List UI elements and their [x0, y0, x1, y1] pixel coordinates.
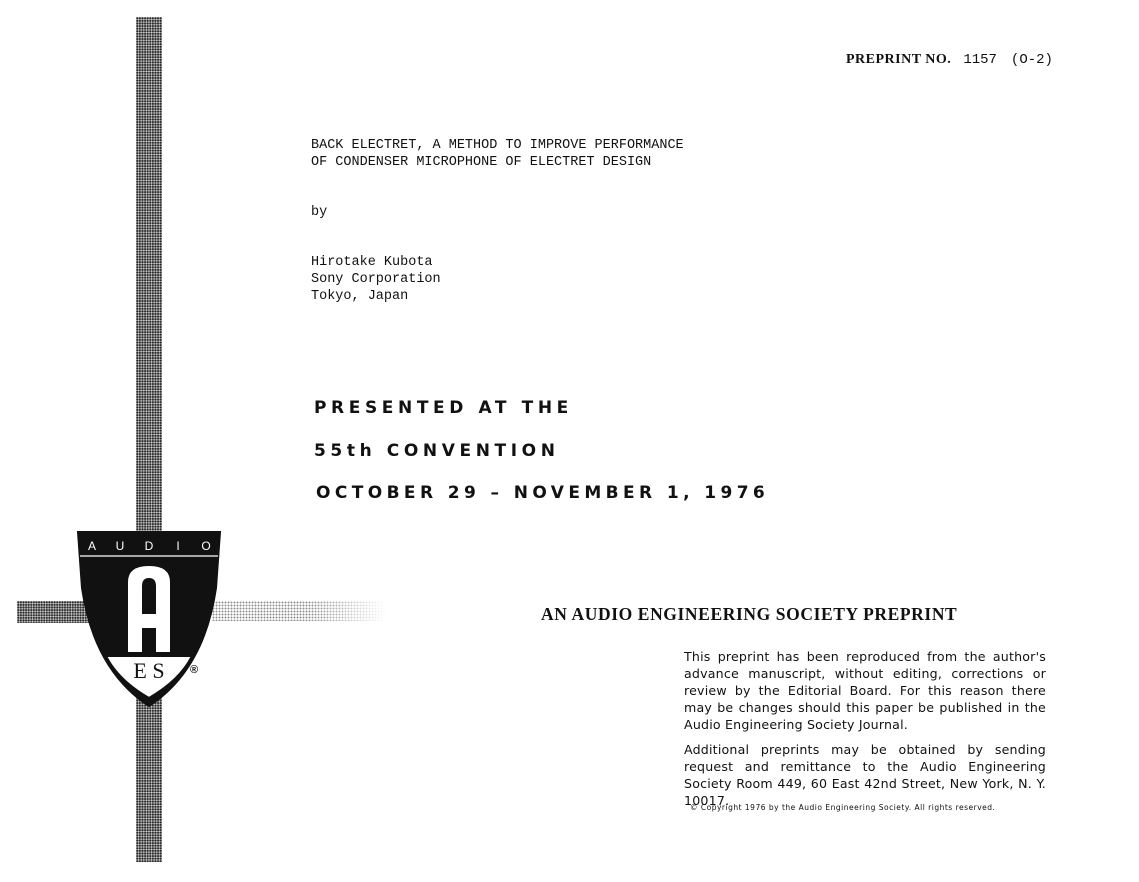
logo-es-letters: E S — [133, 658, 165, 683]
society-heading: AN AUDIO ENGINEERING SOCIETY PREPRINT — [541, 604, 958, 624]
paper-title-line-2: OF CONDENSER MICROPHONE OF ELECTRET DESIGN — [311, 155, 652, 170]
paper-title — [311, 137, 684, 171]
author-location: Tokyo, Japan — [311, 289, 409, 304]
logo-letter-u: U — [115, 539, 125, 553]
preprint-number-value: 1157 — [963, 52, 997, 68]
by-label: by — [311, 205, 328, 220]
author-affiliation: Sony Corporation — [311, 272, 441, 287]
presented-line-2: 55th CONVENTION — [314, 441, 560, 461]
logo-letter-i: I — [176, 539, 180, 553]
preprint-label: PREPRINT NO. — [846, 52, 952, 67]
halftone-vertical-bar — [136, 17, 162, 862]
halftone-horizontal-bar-right — [212, 601, 387, 621]
aes-logo-icon — [76, 530, 222, 710]
copyright-notice: © Copyright 1976 by the Audio Engineering Society. All rights reserved. — [690, 803, 996, 812]
presented-line-1: PRESENTED AT THE — [314, 398, 573, 418]
presented-line-3: OCTOBER 29 – NOVEMBER 1, 1976 — [316, 483, 770, 503]
preprint-code: (O-2) — [1010, 52, 1053, 68]
author-block — [311, 254, 441, 305]
preprint-number — [846, 52, 1053, 68]
logo-letter-a: A — [87, 539, 97, 553]
paper-title-line-1: BACK ELECTRET, A METHOD TO IMPROVE PERFORMANCE — [311, 138, 684, 153]
registered-mark: ® — [190, 664, 199, 676]
notice-paragraph-2: Additional preprints may be obtained by sending request and remittance to the Audio Engineering Society Room 449, 60 East 42nd Street, New York, N. Y. 10017. — [684, 742, 1046, 808]
author-name: Hirotake Kubota — [311, 255, 433, 270]
logo-letter-o: O — [201, 539, 211, 553]
logo-letter-d: D — [144, 539, 154, 553]
notice-paragraph-1: This preprint has been reproduced from the author's advance manuscript, without editing, corrections or review by the Editorial Board. For this reason there may be changes should this paper be published in the Audio Engineering Society Journal. — [684, 649, 1046, 732]
